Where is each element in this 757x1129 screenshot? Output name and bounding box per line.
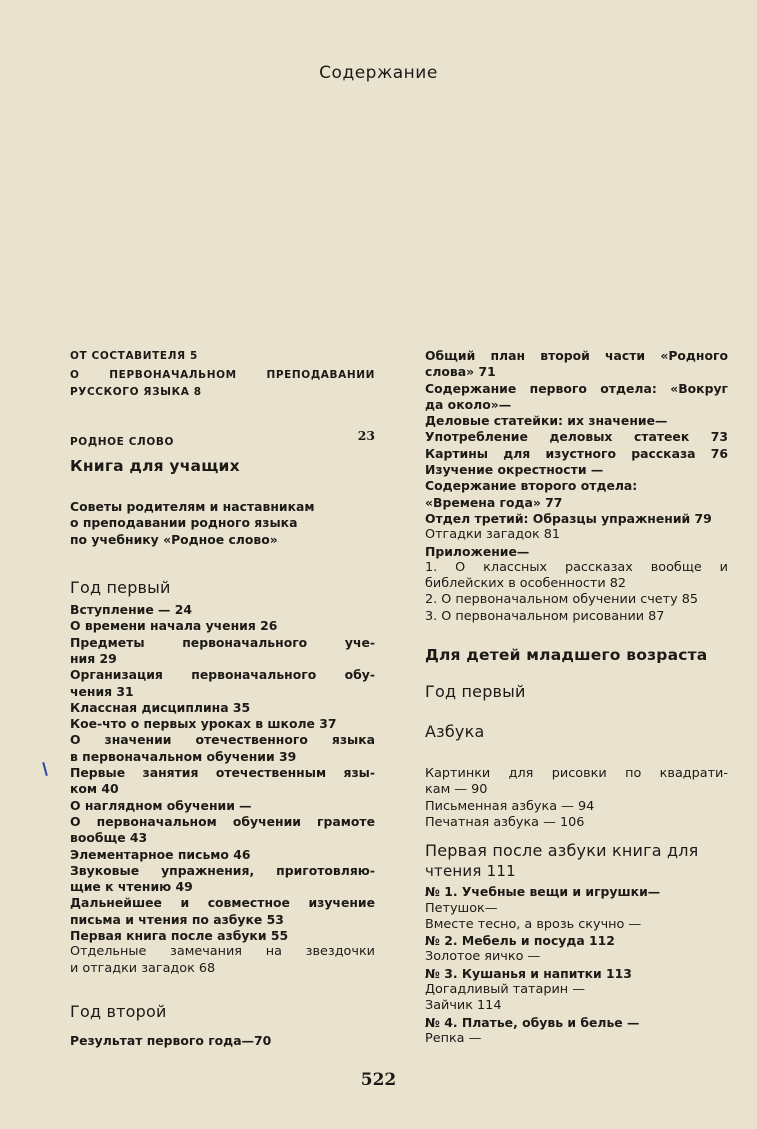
toc-line: Звуковые упражнения, приготовляю-	[70, 862, 375, 878]
toc-line: Общий план второй части «Родного	[425, 348, 728, 363]
section-heading-book-for-teachers: Книга для учащих	[70, 457, 240, 476]
toc-line: О наглядном обучении —	[70, 797, 252, 813]
toc-line: Кое-что о первых уроках в школе 37	[70, 716, 337, 732]
toc-line: чения 31	[70, 683, 134, 699]
toc-line: 2. О первоначальном обучении счету 85	[425, 592, 699, 608]
toc-line: Печатная азбука — 106	[425, 814, 585, 830]
toc-line: Употребление деловых статеек 73	[425, 429, 728, 445]
advice-line: Советы родителям и наставникам	[70, 499, 315, 515]
toc-line-from-compiler: ОТ СОСТАВИТЕЛЯ 5	[70, 350, 198, 362]
toc-line: в первоначальном обучении 39	[70, 748, 297, 764]
toc-line: Петушок—	[425, 900, 498, 916]
toc-line: Деловые статейки: их значение—	[425, 413, 668, 429]
section-heading-year-one-children: Год первый	[425, 682, 526, 702]
toc-line: Картины для изустного рассказа 76	[425, 445, 728, 461]
toc-line: Организация первоначального обу-	[70, 667, 375, 683]
year-one-list	[70, 602, 375, 977]
toc-line: Золотое яичко —	[425, 949, 541, 965]
section-heading-for-children: Для детей младшего возраста	[425, 646, 708, 665]
toc-line-rodnoe-slovo	[70, 428, 375, 450]
toc-line: О значении отечественного языка	[70, 732, 375, 748]
toc-line: Вместе тесно, а врозь скучно —	[425, 916, 642, 932]
toc-line: Отдел третий: Образцы упражнений 79	[425, 510, 712, 526]
toc-line: Догадливый татарин —	[425, 982, 586, 998]
toc-line: щие к чтению 49	[70, 879, 193, 895]
toc-line: 1. О классных рассказах вообще и	[425, 559, 728, 575]
toc-line: № 2. Мебель и посуда 112	[425, 933, 615, 949]
toc-line: письма и чтения по азбуке 53	[70, 911, 284, 927]
toc-line: вообще 43	[70, 830, 148, 846]
margin-pencil-mark	[42, 762, 48, 776]
toc-line: Репка —	[425, 1030, 482, 1046]
page-number: 522	[360, 1070, 397, 1090]
toc-line-teaching-russian: О ПЕРВОНАЧАЛЬНОМ ПРЕПОДАВАНИИ	[70, 369, 375, 382]
section-heading-year-one: Год первый	[70, 578, 171, 598]
toc-line: Классная дисциплина 35	[70, 699, 251, 715]
toc-line: библейских в особенности 82	[425, 576, 626, 592]
toc-line: Письменная азбука — 94	[425, 798, 595, 814]
toc-line: 3. О первоначальном рисовании 87	[425, 608, 665, 624]
toc-line: Первая книга после азбуки 55	[70, 928, 289, 944]
advice-line: по учебнику «Родное слово»	[70, 531, 278, 547]
first-book-page: чтения 111	[425, 862, 516, 881]
toc-line: Зайчик 114	[425, 998, 502, 1014]
rodnoe-slovo-page: 23	[357, 427, 375, 443]
advice-line: о преподавании родного языка	[70, 515, 298, 531]
section-heading-azbuka: Азбука	[425, 722, 485, 742]
toc-line: О времени начала учения 26	[70, 618, 278, 634]
toc-line-riddles: Отгадки загадок 81	[425, 527, 561, 543]
advice-block	[70, 499, 375, 548]
toc-line: № 4. Платье, обувь и белье —	[425, 1014, 640, 1030]
toc-line: Дальнейшее и совместное изучение	[70, 895, 375, 911]
toc-line: да около»—	[425, 396, 512, 412]
toc-line: Содержание первого отдела: «Вокруг	[425, 380, 728, 396]
toc-left-column	[70, 348, 375, 1049]
page-title: Содержание	[319, 63, 438, 83]
rodnoe-slovo-label: РОДНОЕ СЛОВО	[70, 435, 174, 448]
toc-line: Картинки для рисовки по квадрати-	[425, 766, 728, 782]
toc-line-appendix: Приложение—	[425, 543, 530, 559]
toc-line: Предметы первоначального уче-	[70, 634, 375, 650]
toc-line: Отдельные замечания на звездочки	[70, 944, 375, 960]
toc-line: и отгадки загадок 68	[70, 960, 216, 976]
toc-line-year-one-result: Результат первого года—70	[70, 1032, 272, 1048]
toc-line: Изучение окрестности —	[425, 462, 604, 478]
toc-line: ком 40	[70, 781, 119, 797]
section-heading-first-book: Первая после азбуки книга для	[425, 841, 699, 861]
toc-line: Первые занятия отечественным язы-	[70, 765, 375, 781]
toc-right-column	[425, 348, 728, 1047]
toc-line: Содержание второго отдела:	[425, 478, 638, 494]
first-book-list	[425, 884, 728, 1047]
toc-line-teaching-russian-cont: РУССКОГО ЯЗЫКА 8	[70, 385, 202, 398]
section-heading-year-two: Год второй	[70, 1001, 167, 1021]
toc-line: слова» 71	[425, 364, 496, 380]
toc-line: № 1. Учебные вещи и игрушки—	[425, 884, 661, 900]
toc-line: Элементарное письмо 46	[70, 846, 251, 862]
toc-line: кам — 90	[425, 782, 488, 798]
toc-line: «Времена года» 77	[425, 494, 563, 510]
toc-line: Вступление — 24	[70, 602, 192, 618]
toc-line: ния 29	[70, 650, 117, 666]
toc-line: № 3. Кушанья и напитки 113	[425, 965, 632, 981]
toc-line: О первоначальном обучении грамоте	[70, 813, 375, 829]
azbuka-list	[425, 766, 728, 831]
